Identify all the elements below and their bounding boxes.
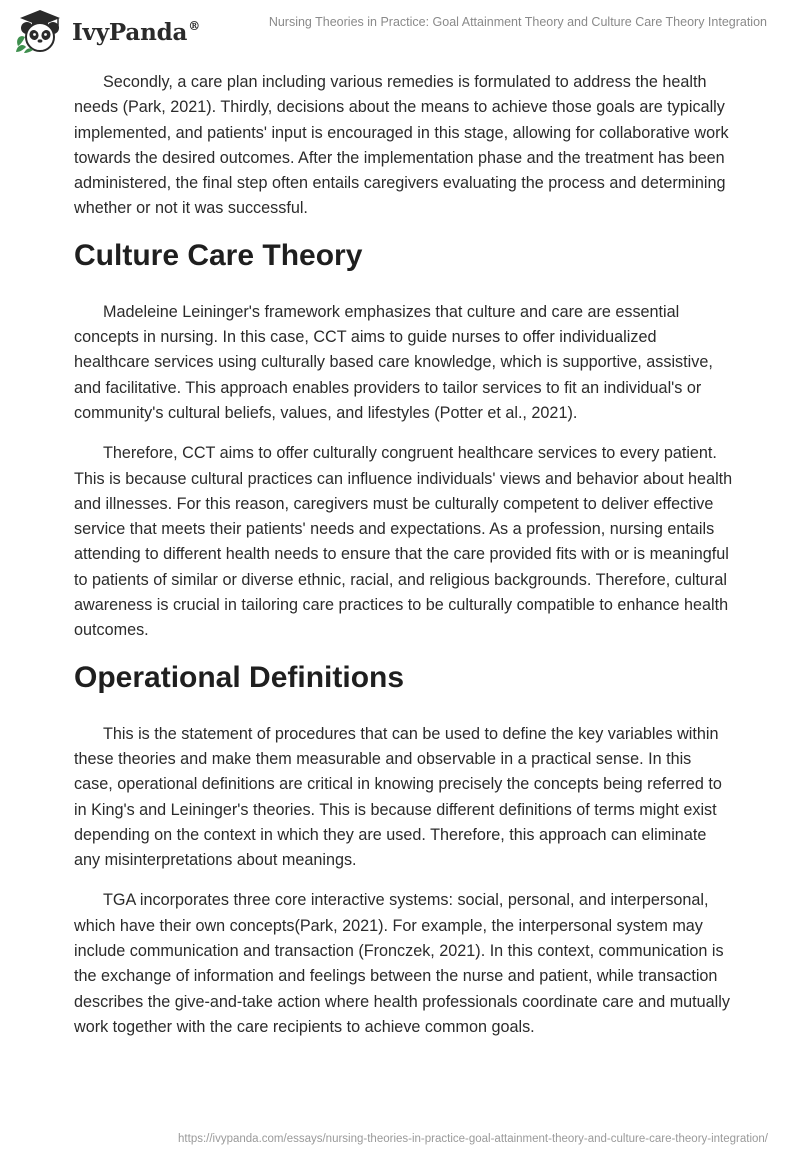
paragraph: This is the statement of procedures that can be used to define the key variables within these theories and make them measurable and observable in a practical sense. In this case, operational definitions are critical in knowing precisely the concepts being referred to in King's and Leininger's theories. This is because different definitions of terms might exist depending on the context in which they are used. Therefore, this approach can eliminate any misinterpretations about meanings. <box>74 724 722 870</box>
paragraph: Secondly, a care plan including various remedies is formulated to address the health needs (Park, 2021). Thirdly, decisions about the means to achieve those goals are typically implemented, and patients' input is encouraged in this stage, allowing for collaborative work towards the desired outcomes. After the implementation phase and the treatment has been administered, the final step often entails caregivers evaluating the process and determining whether or not it was successful. <box>74 73 729 218</box>
section-heading-operational-definitions: Operational Definitions <box>74 660 405 694</box>
logo-wordmark <box>72 19 200 46</box>
source-url-link[interactable]: https://ivypanda.com/essays/nursing-theories-in-practice-goal-attainment-theory-and-culture-care-theory-integration/ <box>178 1133 768 1145</box>
ivypanda-logo[interactable] <box>14 8 200 54</box>
section-heading-culture-care-theory: Culture Care Theory <box>74 238 363 272</box>
panda-logo-icon <box>14 8 66 54</box>
registered-mark: ® <box>188 18 200 33</box>
paragraph: TGA incorporates three core interactive systems: social, personal, and interpersonal, which have their own concepts(Park, 2021). For example, the interpersonal system may include communication and transaction (Fronczek, 2021). In this context, communication is the exchange of information and feelings between the nurse and patient, while transaction describes the give-and-take action where health professionals coordinate care and mutually work together with the care recipients to achieve common goals. <box>74 891 730 1036</box>
page-header <box>0 0 800 60</box>
paragraph: Madeleine Leininger's framework emphasizes that culture and care are essential concepts in nursing. In this case, CCT aims to guide nurses to offer individualized healthcare services using culturally based care knowledge, which is supportive, assistive, and facilitative. This approach enables providers to tailor services to fit an individual's or community's cultural beliefs, values, and lifestyles (Potter et al., 2021). <box>74 302 713 422</box>
paragraph: Therefore, CCT aims to offer culturally congruent healthcare services to every patient. This is because cultural practices can influence individuals' views and behavior about health and illnesses. For this reason, caregivers must be culturally competent to deliver effective service that meets their patients' needs and expectations. As a profession, nursing entails attending to different health needs to ensure that the care provided fits with or is meaningful to patients of similar or diverse ethnic, racial, and religious backgrounds. Therefore, cultural awareness is crucial in tailoring care practices to be culturally compatible to enhance health outcomes. <box>74 444 733 640</box>
logo-text: IvyPanda <box>72 18 188 46</box>
essay-body <box>74 70 734 1055</box>
document-title: Nursing Theories in Practice: Goal Attainment Theory and Culture Care Theory Integration <box>268 15 767 29</box>
